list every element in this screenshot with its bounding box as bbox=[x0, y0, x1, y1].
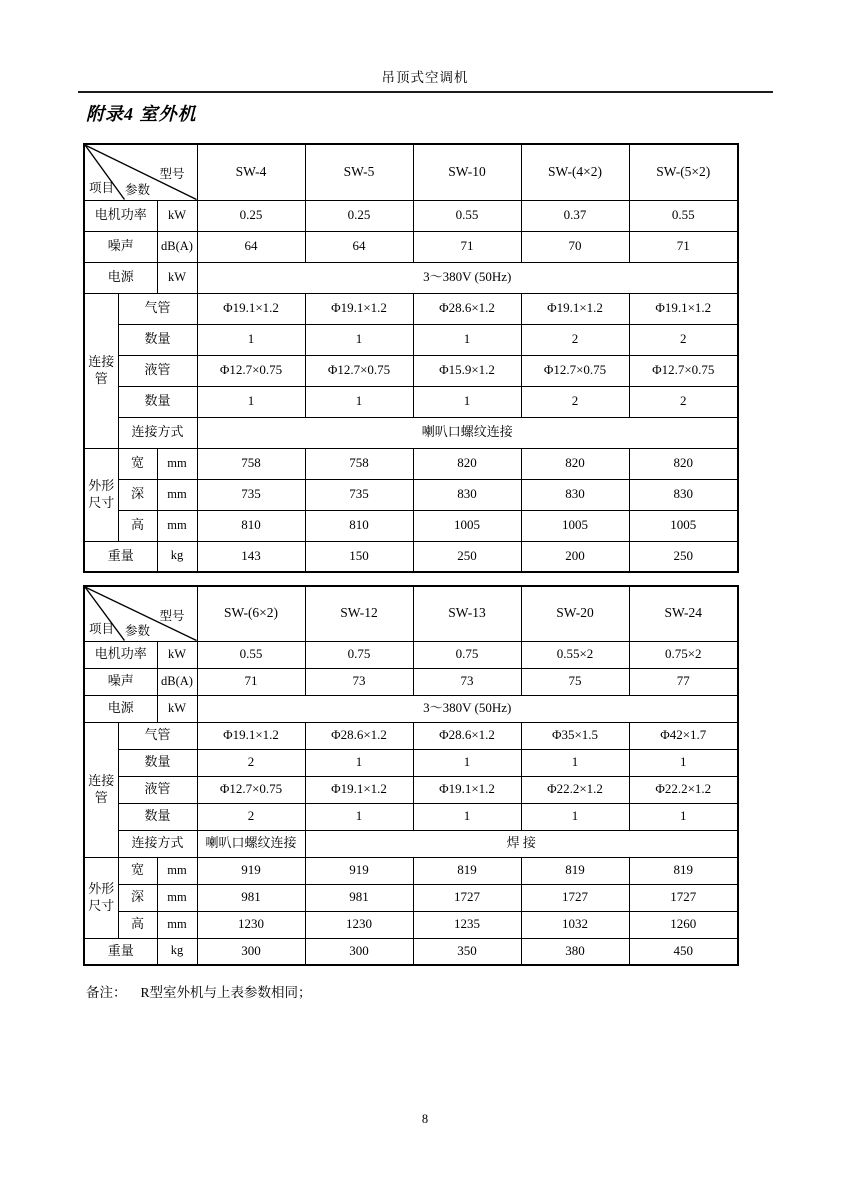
data-cell: 0.55×2 bbox=[521, 641, 629, 668]
data-cell: 1 bbox=[413, 803, 521, 830]
data-cell: 810 bbox=[305, 510, 413, 541]
data-cell: Φ28.6×1.2 bbox=[305, 722, 413, 749]
data-cell: 焊 接 bbox=[305, 830, 738, 857]
data-cell: 2 bbox=[197, 803, 305, 830]
data-cell: 919 bbox=[197, 857, 305, 884]
unit-cell: kW bbox=[157, 200, 197, 231]
data-cell: Φ19.1×1.2 bbox=[305, 776, 413, 803]
data-cell: 735 bbox=[305, 479, 413, 510]
data-cell: 1032 bbox=[521, 911, 629, 938]
data-cell: 1727 bbox=[521, 884, 629, 911]
corner-item-label: 项目 bbox=[89, 621, 115, 636]
outdoor-unit-table-1-wrapper bbox=[83, 143, 739, 573]
row-label-cell: 电机功率 bbox=[84, 200, 157, 231]
row-label-cell: 数量 bbox=[118, 324, 197, 355]
data-cell: 819 bbox=[629, 857, 738, 884]
unit-cell: kW bbox=[157, 695, 197, 722]
unit-cell: kg bbox=[157, 938, 197, 965]
data-cell: 819 bbox=[521, 857, 629, 884]
data-cell: 1 bbox=[305, 749, 413, 776]
data-cell: 380 bbox=[521, 938, 629, 965]
unit-cell: mm bbox=[157, 479, 197, 510]
data-cell: Φ19.1×1.2 bbox=[197, 293, 305, 324]
data-cell: 150 bbox=[305, 541, 413, 572]
row-label-cell: 数量 bbox=[118, 749, 197, 776]
data-cell: 1 bbox=[305, 803, 413, 830]
data-cell: 250 bbox=[413, 541, 521, 572]
data-cell: 981 bbox=[305, 884, 413, 911]
running-header: 吊顶式空调机 bbox=[381, 70, 469, 85]
data-cell: 300 bbox=[197, 938, 305, 965]
data-cell: 735 bbox=[197, 479, 305, 510]
data-cell: 200 bbox=[521, 541, 629, 572]
data-cell: 143 bbox=[197, 541, 305, 572]
group-label-cell: 外形尺寸 bbox=[84, 448, 118, 541]
data-cell: 810 bbox=[197, 510, 305, 541]
data-cell: 1727 bbox=[629, 884, 738, 911]
group-label-cell: 连接管 bbox=[84, 722, 118, 857]
data-cell: 0.55 bbox=[413, 200, 521, 231]
row-label-cell: 噪声 bbox=[84, 231, 157, 262]
row-label-cell: 噪声 bbox=[84, 668, 157, 695]
corner-param-label: 参数 bbox=[125, 623, 151, 638]
row-label-cell: 液管 bbox=[118, 776, 197, 803]
unit-cell: mm bbox=[157, 857, 197, 884]
data-cell: 1235 bbox=[413, 911, 521, 938]
data-cell: 758 bbox=[197, 448, 305, 479]
data-cell: 0.37 bbox=[521, 200, 629, 231]
data-cell: Φ12.7×0.75 bbox=[521, 355, 629, 386]
spec-table-1 bbox=[83, 143, 739, 573]
data-cell: Φ28.6×1.2 bbox=[413, 293, 521, 324]
data-cell: Φ12.7×0.75 bbox=[197, 355, 305, 386]
unit-cell: mm bbox=[157, 510, 197, 541]
diagonal-header bbox=[85, 587, 197, 641]
data-cell: 2 bbox=[197, 749, 305, 776]
data-cell: 820 bbox=[521, 448, 629, 479]
data-cell: 64 bbox=[197, 231, 305, 262]
data-cell: 73 bbox=[305, 668, 413, 695]
data-cell: 1005 bbox=[629, 510, 738, 541]
row-label-cell: 气管 bbox=[118, 293, 197, 324]
data-cell: 0.55 bbox=[629, 200, 738, 231]
data-cell: 830 bbox=[413, 479, 521, 510]
data-cell: 2 bbox=[629, 324, 738, 355]
data-cell: 830 bbox=[629, 479, 738, 510]
row-label-cell: 电机功率 bbox=[84, 641, 157, 668]
model-header-cell: SW-20 bbox=[521, 586, 629, 641]
row-label-cell: 连接方式 bbox=[118, 830, 197, 857]
row-label-cell: 数量 bbox=[118, 386, 197, 417]
unit-cell: mm bbox=[157, 448, 197, 479]
data-cell: 2 bbox=[521, 324, 629, 355]
row-label-cell: 连接方式 bbox=[118, 417, 197, 448]
data-cell: 1727 bbox=[413, 884, 521, 911]
data-cell: 1 bbox=[197, 324, 305, 355]
data-cell: Φ12.7×0.75 bbox=[629, 355, 738, 386]
data-cell: 77 bbox=[629, 668, 738, 695]
unit-cell: dB(A) bbox=[157, 668, 197, 695]
data-cell: 1 bbox=[413, 324, 521, 355]
row-label-cell: 宽 bbox=[118, 857, 157, 884]
outdoor-unit-table-2-wrapper bbox=[83, 585, 739, 966]
data-cell: Φ19.1×1.2 bbox=[197, 722, 305, 749]
data-cell: 350 bbox=[413, 938, 521, 965]
data-cell: 71 bbox=[413, 231, 521, 262]
row-label-cell: 气管 bbox=[118, 722, 197, 749]
data-cell: Φ15.9×1.2 bbox=[413, 355, 521, 386]
data-cell: 1 bbox=[305, 386, 413, 417]
data-cell: 75 bbox=[521, 668, 629, 695]
row-label-cell: 重量 bbox=[84, 541, 157, 572]
row-label-cell: 深 bbox=[118, 479, 157, 510]
row-label-cell: 重量 bbox=[84, 938, 157, 965]
data-cell: 1005 bbox=[413, 510, 521, 541]
data-cell: 1230 bbox=[305, 911, 413, 938]
data-cell: Φ22.2×1.2 bbox=[629, 776, 738, 803]
footnote bbox=[86, 981, 312, 1001]
data-cell: 250 bbox=[629, 541, 738, 572]
data-cell: 981 bbox=[197, 884, 305, 911]
unit-cell: kW bbox=[157, 641, 197, 668]
row-label-cell: 高 bbox=[118, 510, 157, 541]
data-cell: 830 bbox=[521, 479, 629, 510]
data-cell: Φ19.1×1.2 bbox=[305, 293, 413, 324]
row-label-cell: 电源 bbox=[84, 262, 157, 293]
diagonal-header bbox=[85, 145, 197, 200]
data-cell: Φ12.7×0.75 bbox=[305, 355, 413, 386]
data-cell: 300 bbox=[305, 938, 413, 965]
table-corner-cell bbox=[84, 586, 197, 641]
data-cell: 1 bbox=[413, 749, 521, 776]
data-cell: 0.75 bbox=[413, 641, 521, 668]
page-number: 8 bbox=[421, 1112, 429, 1126]
data-cell: 70 bbox=[521, 231, 629, 262]
data-cell: Φ28.6×1.2 bbox=[413, 722, 521, 749]
data-cell: 450 bbox=[629, 938, 738, 965]
corner-item-label: 项目 bbox=[89, 180, 115, 195]
table-corner-cell bbox=[84, 144, 197, 200]
corner-model-label: 型号 bbox=[159, 609, 185, 623]
spec-table-2 bbox=[83, 585, 739, 966]
data-cell: 0.25 bbox=[197, 200, 305, 231]
model-header-cell: SW-10 bbox=[413, 144, 521, 200]
data-cell: 喇叭口螺纹连接 bbox=[197, 417, 738, 448]
data-cell: 71 bbox=[197, 668, 305, 695]
header-divider bbox=[78, 91, 773, 93]
data-cell: 758 bbox=[305, 448, 413, 479]
data-cell: 3～380V (50Hz) bbox=[197, 695, 738, 722]
data-cell: 2 bbox=[521, 386, 629, 417]
data-cell: 1005 bbox=[521, 510, 629, 541]
data-cell: 64 bbox=[305, 231, 413, 262]
data-cell: 1260 bbox=[629, 911, 738, 938]
data-cell: 819 bbox=[413, 857, 521, 884]
row-label-cell: 液管 bbox=[118, 355, 197, 386]
model-header-cell: SW-13 bbox=[413, 586, 521, 641]
model-header-cell: SW-(6×2) bbox=[197, 586, 305, 641]
data-cell: 喇叭口螺纹连接 bbox=[197, 830, 305, 857]
data-cell: 820 bbox=[413, 448, 521, 479]
data-cell: Φ19.1×1.2 bbox=[629, 293, 738, 324]
unit-cell: kg bbox=[157, 541, 197, 572]
unit-cell: mm bbox=[157, 884, 197, 911]
data-cell: 1 bbox=[629, 803, 738, 830]
data-cell: Φ19.1×1.2 bbox=[521, 293, 629, 324]
data-cell: Φ19.1×1.2 bbox=[413, 776, 521, 803]
data-cell: 919 bbox=[305, 857, 413, 884]
data-cell: 0.75 bbox=[305, 641, 413, 668]
data-cell: 1230 bbox=[197, 911, 305, 938]
data-cell: 1 bbox=[521, 749, 629, 776]
row-label-cell: 电源 bbox=[84, 695, 157, 722]
corner-model-label: 型号 bbox=[159, 167, 185, 181]
unit-cell: dB(A) bbox=[157, 231, 197, 262]
data-cell: 1 bbox=[305, 324, 413, 355]
row-label-cell: 深 bbox=[118, 884, 157, 911]
corner-param-label: 参数 bbox=[125, 182, 151, 197]
data-cell: 1 bbox=[197, 386, 305, 417]
unit-cell: mm bbox=[157, 911, 197, 938]
data-cell: 71 bbox=[629, 231, 738, 262]
data-cell: 1 bbox=[521, 803, 629, 830]
model-header-cell: SW-(4×2) bbox=[521, 144, 629, 200]
data-cell: 1 bbox=[629, 749, 738, 776]
model-header-cell: SW-4 bbox=[197, 144, 305, 200]
model-header-cell: SW-(5×2) bbox=[629, 144, 738, 200]
data-cell: 73 bbox=[413, 668, 521, 695]
data-cell: 1 bbox=[413, 386, 521, 417]
row-label-cell: 高 bbox=[118, 911, 157, 938]
data-cell: 0.55 bbox=[197, 641, 305, 668]
row-label-cell: 宽 bbox=[118, 448, 157, 479]
data-cell: 0.25 bbox=[305, 200, 413, 231]
model-header-cell: SW-5 bbox=[305, 144, 413, 200]
unit-cell: kW bbox=[157, 262, 197, 293]
group-label-cell: 连接管 bbox=[84, 293, 118, 448]
data-cell: 820 bbox=[629, 448, 738, 479]
data-cell: Φ35×1.5 bbox=[521, 722, 629, 749]
data-cell: 2 bbox=[629, 386, 738, 417]
data-cell: 3～380V (50Hz) bbox=[197, 262, 738, 293]
data-cell: Φ42×1.7 bbox=[629, 722, 738, 749]
group-label-cell: 外形尺寸 bbox=[84, 857, 118, 938]
data-cell: Φ22.2×1.2 bbox=[521, 776, 629, 803]
data-cell: Φ12.7×0.75 bbox=[197, 776, 305, 803]
footnote-text: R型室外机与上表参数相同； bbox=[140, 985, 312, 1000]
model-header-cell: SW-12 bbox=[305, 586, 413, 641]
row-label-cell: 数量 bbox=[118, 803, 197, 830]
data-cell: 0.75×2 bbox=[629, 641, 738, 668]
footnote-label: 备注： bbox=[86, 985, 127, 1000]
model-header-cell: SW-24 bbox=[629, 586, 738, 641]
page-title: 附录4 室外机 bbox=[86, 104, 197, 124]
